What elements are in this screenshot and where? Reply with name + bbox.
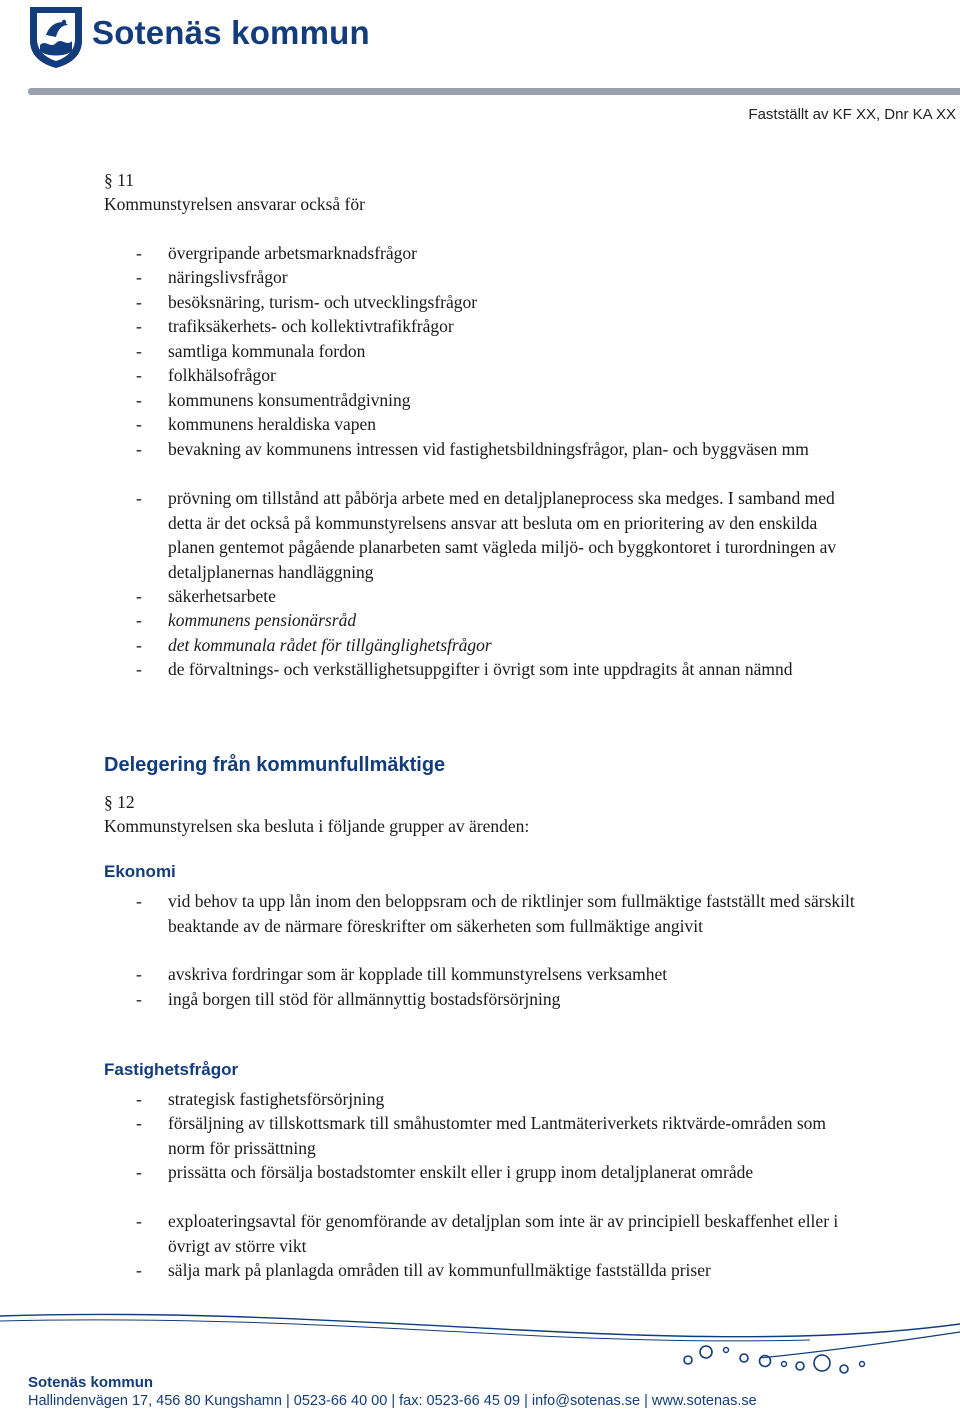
section-number: § 12 bbox=[104, 792, 135, 812]
coat-of-arms-icon bbox=[28, 5, 84, 69]
section-number: § 11 bbox=[104, 170, 134, 190]
document-reference: Fastställt av KF XX, Dnr KA XX bbox=[748, 106, 956, 123]
footer-organization: Sotenäs kommun bbox=[28, 1374, 154, 1391]
wave-bubbles-icon bbox=[0, 1308, 960, 1380]
subsection-heading: Ekonomi bbox=[104, 862, 176, 881]
subsection-heading: Fastighetsfrågor bbox=[104, 1060, 239, 1079]
section-intro: Kommunstyrelsen ska besluta i följande grupper av ärenden: bbox=[104, 816, 530, 836]
section-intro: Kommunstyrelsen ansvarar också för bbox=[104, 194, 365, 214]
logo-text: Sotenäs kommun bbox=[92, 14, 370, 51]
header-divider bbox=[28, 88, 960, 95]
footer-contact: Hallindenvägen 17, 456 80 Kungshamn | 0523-66 40 00 | fax: 0523-66 45 09 | info@sotenas.se | www.sotenas.se bbox=[28, 1393, 757, 1409]
section-heading: Delegering från kommunfullmäktige bbox=[104, 754, 446, 776]
